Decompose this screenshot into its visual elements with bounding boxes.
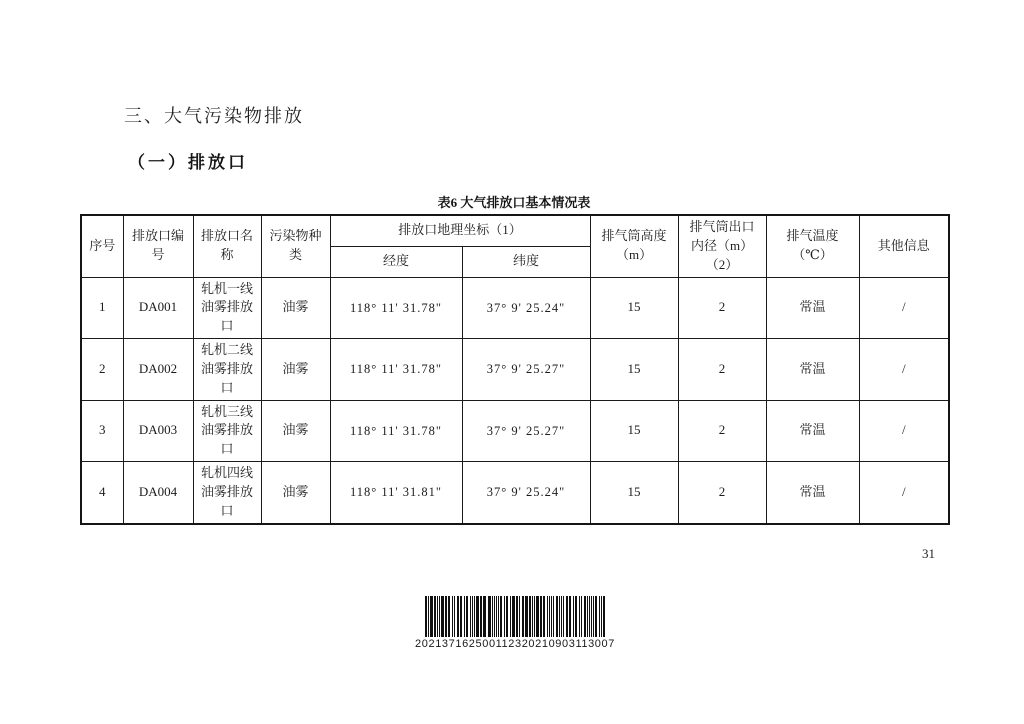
- cell-stack-height: 15: [590, 339, 678, 401]
- cell-outlet-name: 轧机二线油雾排放口: [193, 339, 261, 401]
- cell-exhaust-temp: 常温: [766, 400, 859, 462]
- cell-index: 3: [81, 400, 123, 462]
- cell-exhaust-temp: 常温: [766, 339, 859, 401]
- col-header-longitude: 经度: [330, 246, 462, 277]
- cell-outlet-name: 轧机三线油雾排放口: [193, 400, 261, 462]
- cell-stack-height: 15: [590, 462, 678, 524]
- cell-outlet-name: 轧机一线油雾排放口: [193, 277, 261, 339]
- table-row: [81, 400, 949, 462]
- col-header-index: 序号: [81, 215, 123, 277]
- cell-outlet-id: DA004: [123, 462, 193, 524]
- barcode: [412, 596, 618, 650]
- table-row: [81, 339, 949, 401]
- cell-other-info: /: [859, 339, 949, 401]
- cell-latitude: 37° 9' 25.24": [462, 462, 590, 524]
- barcode-bars-icon: [412, 596, 618, 637]
- cell-stack-outlet-diameter: 2: [678, 400, 766, 462]
- table-body: [81, 277, 949, 524]
- col-header-outlet-id: 排放口编号: [123, 215, 193, 277]
- cell-outlet-name: 轧机四线油雾排放口: [193, 462, 261, 524]
- cell-other-info: /: [859, 462, 949, 524]
- cell-index: 1: [81, 277, 123, 339]
- cell-outlet-id: DA001: [123, 277, 193, 339]
- col-header-other-info: 其他信息: [859, 215, 949, 277]
- col-header-geo-coords: 排放口地理坐标（1）: [330, 215, 590, 246]
- col-header-latitude: 纬度: [462, 246, 590, 277]
- cell-exhaust-temp: 常温: [766, 462, 859, 524]
- cell-outlet-id: DA002: [123, 339, 193, 401]
- barcode-number: 202137162500112320210903113007: [415, 638, 615, 650]
- cell-outlet-id: DA003: [123, 400, 193, 462]
- col-header-pollutant-type: 污染物种类: [261, 215, 330, 277]
- air-outlet-table: [80, 214, 950, 525]
- cell-longitude: 118° 11' 31.78": [330, 277, 462, 339]
- page-number: 31: [922, 546, 935, 561]
- cell-stack-outlet-diameter: 2: [678, 277, 766, 339]
- cell-stack-height: 15: [590, 400, 678, 462]
- cell-exhaust-temp: 常温: [766, 277, 859, 339]
- section-subtitle: （一）排放口: [128, 153, 248, 172]
- section-title: 三、大气污染物排放: [124, 106, 304, 126]
- cell-longitude: 118° 11' 31.81": [330, 462, 462, 524]
- col-header-stack-diameter: 排气筒出口内径（m）（2）: [678, 215, 766, 277]
- cell-index: 4: [81, 462, 123, 524]
- cell-other-info: /: [859, 400, 949, 462]
- col-header-exhaust-temp: 排气温度（℃）: [766, 215, 859, 277]
- cell-stack-outlet-diameter: 2: [678, 462, 766, 524]
- col-header-stack-height: 排气筒高度（m）: [590, 215, 678, 277]
- cell-latitude: 37° 9' 25.27": [462, 339, 590, 401]
- cell-index: 2: [81, 339, 123, 401]
- cell-stack-height: 15: [590, 277, 678, 339]
- cell-stack-outlet-diameter: 2: [678, 339, 766, 401]
- cell-latitude: 37° 9' 25.24": [462, 277, 590, 339]
- table-caption: 表6 大气排放口基本情况表: [437, 195, 591, 210]
- cell-latitude: 37° 9' 25.27": [462, 400, 590, 462]
- cell-pollutant-type: 油雾: [261, 462, 330, 524]
- table-row: [81, 462, 949, 524]
- cell-pollutant-type: 油雾: [261, 277, 330, 339]
- cell-pollutant-type: 油雾: [261, 339, 330, 401]
- cell-longitude: 118° 11' 31.78": [330, 339, 462, 401]
- table-row: [81, 277, 949, 339]
- cell-longitude: 118° 11' 31.78": [330, 400, 462, 462]
- col-header-outlet-name: 排放口名称: [193, 215, 261, 277]
- cell-other-info: /: [859, 277, 949, 339]
- cell-pollutant-type: 油雾: [261, 400, 330, 462]
